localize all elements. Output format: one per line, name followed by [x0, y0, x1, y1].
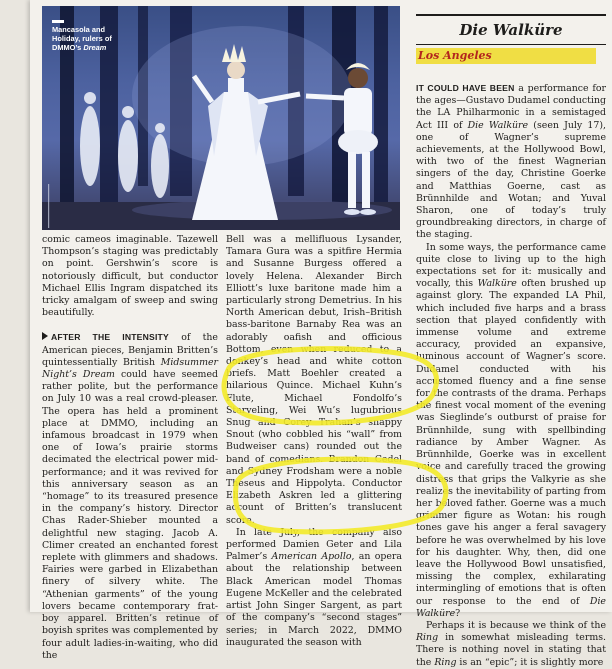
- caption-title: Dream: [83, 43, 107, 53]
- col3-p2-text-a: In some ways, the performance came quite close to living up to the high expectations set for it: musically and vocally, this: [416, 241, 606, 290]
- col1-paragraph-1: comic cameos imaginable. Tazewell Thompson’s staging was predictably on point. Gershwin’s score is notoriously difficult, but conductor Michael Ellis Ingram dispatched its tricky amalgam of sweep and swing beautifully.: [42, 234, 218, 319]
- sidebar-title: Die Walküre: [459, 21, 563, 39]
- column-1: [42, 234, 218, 662]
- col3-p2-title: Walküre: [477, 278, 517, 290]
- caption-line-2: Holiday, rulers of: [52, 34, 112, 44]
- photo-credit-mark: [46, 184, 52, 228]
- col2-p2-text-b: , an opera about the relationship between Black American model Thomas Eugene McKeller and the celebrated artist John Singer Sargent, as part of the company’s “second stages” series; in March 2022, DMMO inaugurated the season with: [226, 551, 402, 648]
- col2-p2-title: American Apollo: [271, 551, 352, 563]
- column-2: [226, 234, 402, 649]
- magazine-page: [30, 0, 612, 668]
- col1-lead-in: AFTER THE INTENSITY: [51, 332, 169, 343]
- col3-paragraph-3: [416, 620, 606, 669]
- section-triangle-icon: [42, 332, 48, 340]
- sidebar-top-rule: [416, 14, 606, 16]
- col1-p2-title: Midsummer Night’s Dream: [42, 356, 218, 381]
- col3-p3-title: Ring: [416, 632, 439, 644]
- col3-p3-text-b: in somewhat misleading terms. There is nothing novel in stating that the: [416, 632, 606, 668]
- col3-p3-text-a: Perhaps it is because we think of the: [426, 619, 606, 631]
- caption-line-3: DMMO’s: [52, 43, 84, 53]
- paragraph-gap: [42, 319, 218, 331]
- col3-paragraph-2: [416, 242, 606, 620]
- caption-bar: [52, 20, 64, 23]
- col3-p2-title-2: Die Walküre: [416, 595, 606, 619]
- col3-p2-text-c: ?: [455, 607, 461, 619]
- col3-p1-title: Die Walküre: [467, 119, 529, 131]
- production-photo: [42, 6, 400, 230]
- city-heading: Los Angeles: [416, 48, 596, 64]
- sidebar-title-rule: [416, 44, 606, 45]
- col1-p2-text-a: of the American pieces, Benjamin Britten’s quintessentially British: [42, 332, 218, 368]
- column-3: [416, 82, 606, 669]
- col3-p3-text-c: is an “epic”; it is slightly more: [456, 656, 604, 668]
- col1-paragraph-2: [42, 331, 218, 661]
- col3-paragraph-1: [416, 82, 606, 242]
- col3-p3-title-2: Ring: [434, 656, 457, 668]
- col3-p1-text-b: (seen July 17), one of Wagner’s supreme achievements, at the Hollywood Bowl, with two of the finest Wagnerian singers of the day, Christine Goerke and Matthias Goerne, cast as Brünnhilde and Wotan; and Yuval Sharon, one of today’s truly groundbreaking directors, in charge of the staging.: [416, 119, 606, 241]
- photo-caption: [52, 20, 172, 53]
- col2-paragraph-1: Bell was a mellifluous Lysander, Tamara Gura was a spitfire Hermia and Susanne Burgess offered a lovely Helena. Alexander Birch Elliott’s luxe baritone made him a particularly strong Demetrius. In his North American debut, Irish–British bass-baritone Barnaby Rea was an adorably oafish and officious Bottom, even when reduced to a donkey’s head and white cotton briefs. Matt Boehler created a hilarious Quince. Michael Kuhn’s Flute, Michael Fondolfo’s Starveling, Wei Wu’s lugubrious Snug and Corey Trahan’s snappy Snout (who cobbled his “wall” from Budweiser cans) rounded out the band of comedians. Brandon Cedel and Sydney Frodsham were a noble Theseus and Hippolyta. Conductor Elizabeth Askren led a glittering account of Britten’s translucent score.: [226, 234, 402, 526]
- col3-p2-text-b: often brushed up against glory. The expanded LA Phil, which included five harps and a brass section that played confidently with immense volume and extreme accuracy, provided an expansive, luminous account of Wagner’s score. Dudamel conducted with his accustomed fluency and a fine sense for the contrasts of the drama. Perhaps the finest vocal moment of the evening was Sieglinde’s outburst of praise for Brünnhilde, sung with spellbinding radiance by Amber Wagner. As Brünnhilde, Goerke was in excellent voice and carefully traced the growing distress that grips the Valkyrie as she realizes the inevitability of parting from her beloved father. Goerne was a much grimmer figure as Wotan: his rough tones gave his anger a feral savagery before he was overwhelmed by his love for his daughter. Why, then, did one leave the Hollywood Bowl unsatisfied, missing the complex, exhilarating intermingling of emotions that is often our response to the end of: [416, 278, 606, 607]
- col2-paragraph-2: [226, 527, 402, 649]
- col3-p1-text-a: a performance for the ages—Gustavo Dudamel conducting the LA Philharmonic in a semistaged Act III of: [416, 83, 606, 131]
- col2-p2-text-a: In late July, the company also performed Damien Geter and Lila Palmer’s: [226, 526, 402, 563]
- caption-line-1: Mancasola and: [52, 25, 105, 34]
- col3-lead-in: IT COULD HAVE BEEN: [416, 83, 515, 93]
- col1-p2-text-b: could have seemed rather polite, but the performance on July 10 was a real crowd-pleaser. The opera has held a prominent place at DMMO, including an infamous broadcast in 1979 when one of Iowa’s prairie storms decimated the electrical power mid-performance; and it was revived for this anniversary season as an “homage” to its treasured presence in the company’s history. Director Chas Rader-Shieber mounted a delightful new staging. Jacob A. Climer created an enchanted forest replete with glimmers and shadows. Fairies were garbed in Elizabethan finery of silvery white. The “Athenian garments” of the young lovers became contemporary frat-boy apparel. Britten’s retinue of boyish sprites was complemented by four adult ladies-in-waiting, who did the: [42, 369, 218, 661]
